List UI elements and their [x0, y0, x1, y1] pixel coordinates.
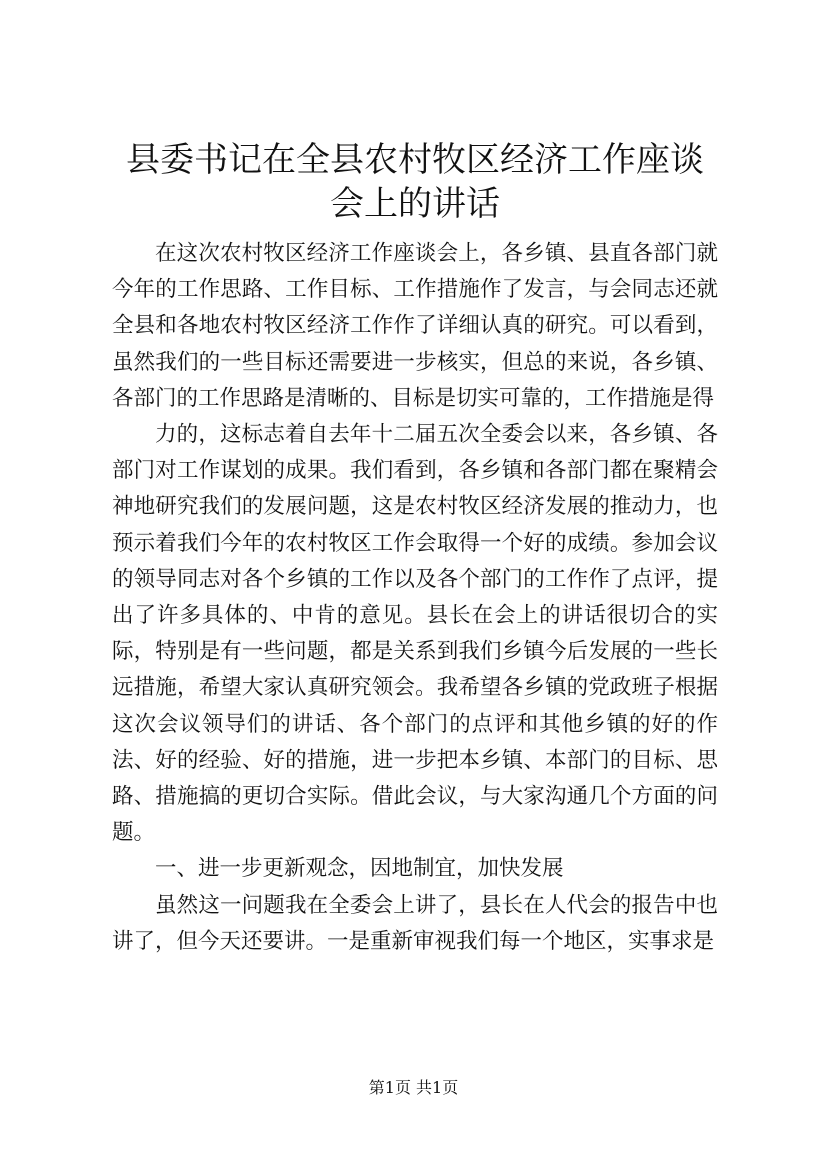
- paragraph-2: 力的，这标志着自去年十二届五次全委会以来，各乡镇、各部门对工作谋划的成果。我们看到，各乡镇和各部门都在聚精会神地研究我们的发展问题，这是农村牧区经济发展的推动力，也预示着我们今年的农村牧区工作会取得一个好的成绩。参加会议的领导同志对各个乡镇的工作以及各个部门的工作作了点评，提出了许多具体的、中肯的意见。县长在会上的讲话很切合的实际，特别是有一些问题，都是关系到我们乡镇今后发展的一些长远措施，希望大家认真研究领会。我希望各乡镇的党政班子根据这次会议领导们的讲话、各个部门的点评和其他乡镇的好的作法、好的经验、好的措施，进一步把本乡镇、本部门的目标、思路、措施搞的更切合实际。借此会议，与大家沟通几个方面的问题。: [112, 422, 718, 846]
- page-footer: 第1页 共1页: [368, 1078, 459, 1097]
- document-title: 县委书记在全县农村牧区经济工作座谈会上的讲话: [126, 140, 704, 224]
- paragraph-1: 在这次农村牧区经济工作座谈会上，各乡镇、县直各部门就今年的工作思路、工作目标、工作措施作了发言，与会同志还就全县和各地农村牧区经济工作作了详细认真的研究。可以看到，虽然我们的一些目标还需要进一步核实，但总的来说，各乡镇、各部门的工作思路是清晰的、目标是切实可靠的，工作措施是得: [112, 241, 718, 411]
- section-heading-1: 一、进一步更新观念，因地制宜，加快发展: [155, 856, 564, 882]
- paragraph-3: 虽然这一问题我在全委会上讲了，县长在人代会的报告中也讲了，但今天还要讲。一是重新审视我们每一个地区，实事求是: [112, 892, 718, 954]
- document-body: [112, 236, 718, 960]
